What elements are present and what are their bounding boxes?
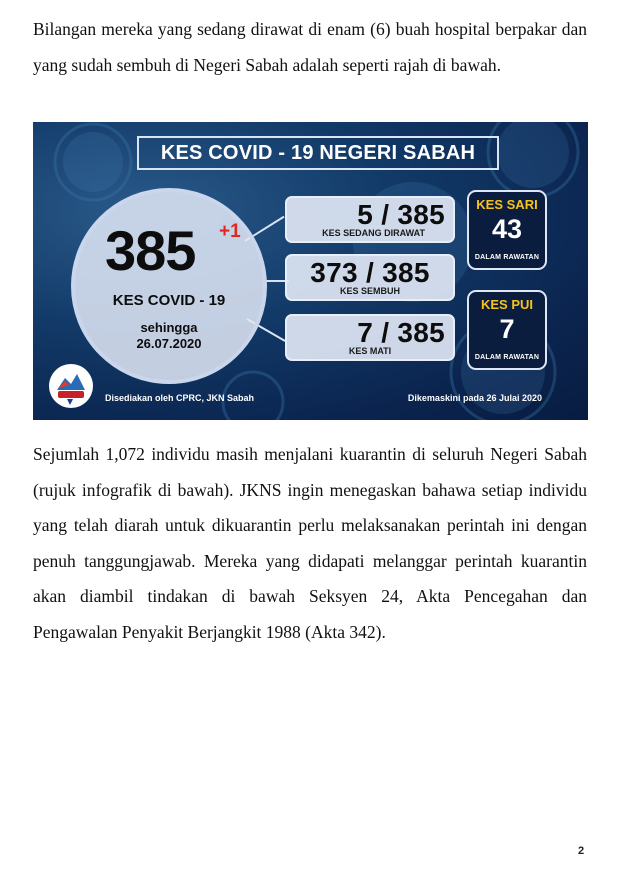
quarantine-paragraph: Sejumlah 1,072 individu masih menjalani kuarantin di seluruh Negeri Sabah (rujuk infografik di bawah). JKNS ingin menegaskan bahawa setiap individu yang telah diarah untuk dikuarantin perlu melaksanakan perintah ini dengan penuh tanggungjawab. Mereka yang didapati melanggar perintah kuarantin akan diambil tindakan di bawah Seksyen 24, Akta Pencegahan dan Pengawalan Penyakit Berjangkit 1988 (Akta 342). [33,444,587,642]
since-date: 26.07.2020 [136,336,202,351]
infographic-title: KES COVID - 19 NEGERI SABAH [137,136,499,170]
updated-text: Dikemaskini pada 26 Julai 2020 [407,393,542,403]
stat-value: 373 / 385 [310,257,430,288]
new-cases-badge: +1 [219,221,241,242]
kes-sari-value: 43 [491,214,523,244]
kes-pui-title: KES PUI [480,297,533,312]
kes-sari-label: DALAM RAWATAN [474,254,540,261]
stat-box-dirawat [285,196,455,243]
kes-pui-label: DALAM RAWATAN [474,354,540,361]
kes-pui-box [467,290,547,370]
covid-infographic [33,122,588,420]
total-cases-label: KES COVID - 19 [112,292,226,309]
stat-label: KES SEDANG DIRAWAT [322,228,425,238]
sabah-logo-icon [49,364,93,408]
credit-text: Disediakan oleh CPRC, JKN Sabah [105,393,255,403]
stat-label: KES SEMBUH [339,286,400,296]
since-label: sehingga [140,320,198,335]
kes-sari-box [467,190,547,270]
stat-box-mati [285,314,455,361]
stat-box-sembuh [285,254,455,301]
total-cases-value: 385 [105,219,196,282]
stat-value: 7 / 385 [357,317,445,348]
stat-value: 5 / 385 [357,199,445,230]
kes-sari-title: KES SARI [476,197,538,212]
total-cases-circle [71,188,267,384]
sabah-logo [49,364,93,408]
intro-paragraph: Bilangan mereka yang sedang dirawat di enam (6) buah hospital berpakar dan yang sudah sembuh di Negeri Sabah adalah seperti rajah di bawah. [33,19,587,75]
page-number: 2 [578,845,585,857]
stat-label: KES MATI [348,346,392,356]
kes-pui-value: 7 [499,314,515,344]
